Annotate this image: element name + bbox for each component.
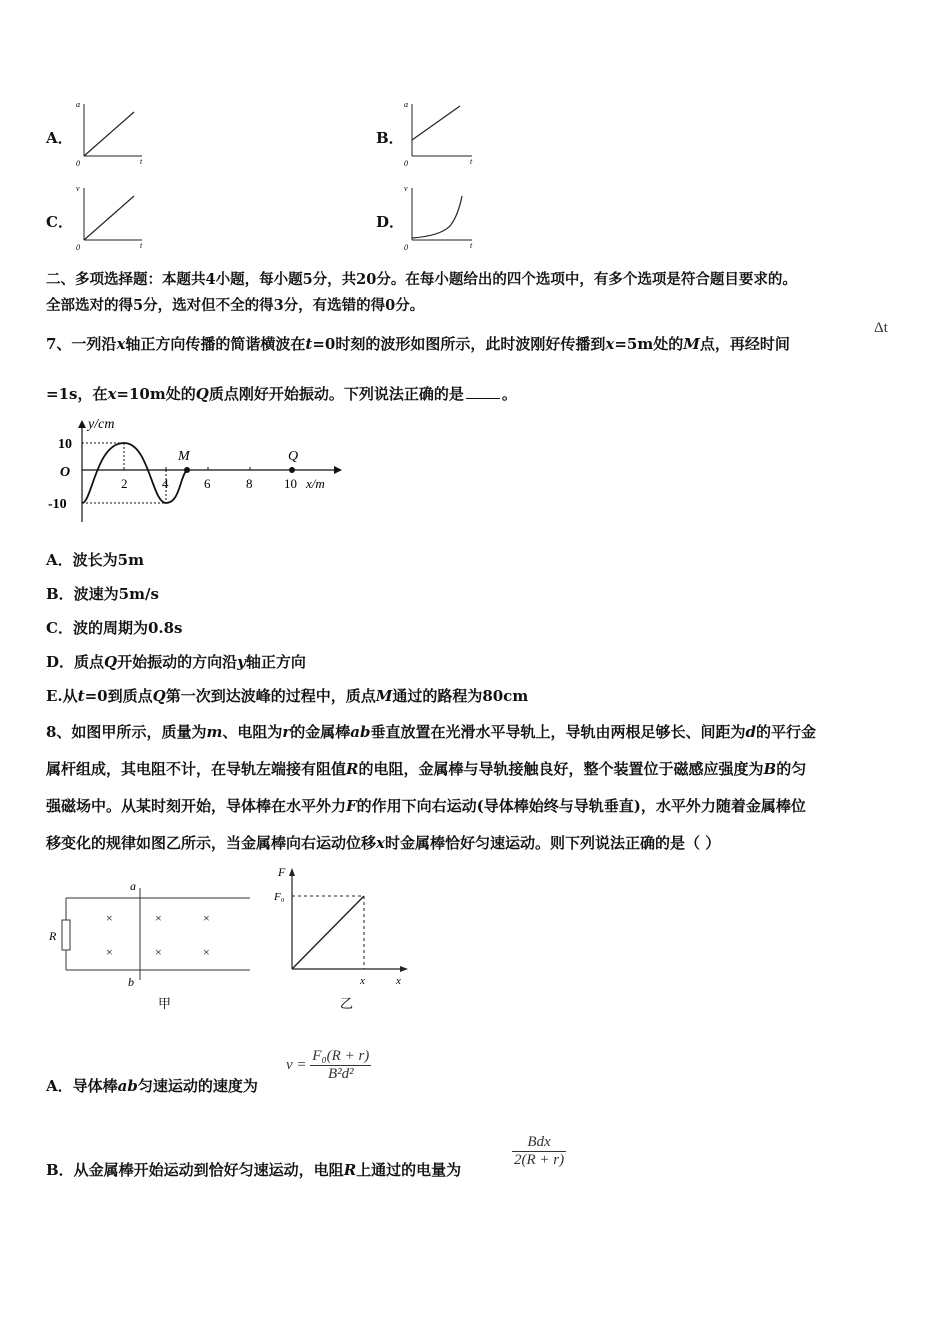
q7-wave-curve <box>82 443 187 503</box>
label-f: F <box>278 865 286 879</box>
option-b-ylabel: a <box>404 100 408 109</box>
figure-jia <box>44 876 256 1016</box>
option-d-curve <box>412 196 462 238</box>
q7-ylabel: y/cm <box>88 417 115 432</box>
q8-stem-line4: 移变化的规律如图乙所示，当金属棒向右运动位移x时金属棒恰好匀速运动。则下列说法正确的是（ ） <box>46 834 721 852</box>
option-c-graph <box>72 182 152 252</box>
q7-option-e[interactable]: E.从t=0到质点Q第一次到达波峰的过程中，质点M通过的路程为80cm <box>46 687 529 705</box>
q7-y-neg10: -10 <box>48 497 67 512</box>
q7-stem-line1: 7、一列沿x轴正方向传播的简谐横波在t=0时刻的波形如图所示，此时波刚好传播到x=5m处的M点，再经时间 <box>46 335 790 353</box>
option-c-ylabel: v <box>76 184 80 193</box>
field-cross-1: × <box>106 911 113 925</box>
option-c-label: C． <box>46 213 73 231</box>
option-d-graph <box>400 182 480 252</box>
option-b-xlabel: t <box>470 157 473 166</box>
option-a-origin: 0 <box>76 159 80 168</box>
q7-xtick-10: 10 <box>284 476 297 491</box>
point-m-dot <box>184 467 190 473</box>
q7-stem-line2: =1s，在x=10m处的Q质点刚好开始振动。下列说法正确的是 。 <box>46 385 517 403</box>
label-r: R <box>49 929 57 943</box>
q7-delta-t: Δt <box>874 320 888 336</box>
label-f0: F₀ <box>274 891 285 903</box>
option-c-xlabel: t <box>140 241 143 250</box>
option-d-origin: 0 <box>404 243 408 252</box>
option-d-label: D． <box>376 213 405 231</box>
q7-point-q: Q <box>288 449 299 464</box>
q7-option-a[interactable]: A．波长为5m <box>46 551 144 569</box>
resistor-r <box>62 920 70 950</box>
q7-xtick-6: 6 <box>204 476 211 491</box>
field-cross-2: × <box>155 911 162 925</box>
q8-stem-line2: 属杆组成，其电阻不计，在导轨左端接有阻值R的电阻，金属棒与导轨接触良好，整个装置位于磁感应强度为B的匀 <box>46 760 807 778</box>
caption-jia: 甲 <box>158 996 172 1011</box>
answer-blank <box>466 384 500 399</box>
option-a-graph <box>72 98 152 168</box>
q7-point-m: M <box>178 449 190 464</box>
option-a-ylabel: a <box>76 100 80 109</box>
q7-xunit: x/m <box>306 476 325 491</box>
option-c-line <box>84 196 134 240</box>
q7-option-d[interactable]: D．质点Q开始振动的方向沿y轴正方向 <box>46 653 306 671</box>
option-b-line <box>412 106 460 140</box>
force-line <box>292 896 364 969</box>
option-a-line <box>84 112 134 156</box>
q8-option-a[interactable]: A．导体棒ab匀速运动的速度为 <box>46 1077 258 1095</box>
q8-stem-line1: 8、如图甲所示，质量为m、电阻为r的金属棒ab垂直放置在光滑水平导轨上，导轨由两根足够长、间距为d的平行金 <box>46 723 817 741</box>
option-d-xlabel: t <box>470 241 473 250</box>
q7-option-c[interactable]: C．波的周期为0.8s <box>46 619 183 637</box>
figure-yi <box>270 862 415 1012</box>
q8-option-b-formula: $\frac{\text{Bdx}}{2(R + r)}$ <box>514 1134 565 1168</box>
point-q-dot <box>289 467 295 473</box>
q7-option-b[interactable]: B．波速为5m/s <box>46 585 159 603</box>
q8-option-b[interactable]: B．从金属棒开始运动到恰好匀速运动，电阻R上通过的电量为 <box>46 1161 462 1179</box>
label-x: x <box>360 975 365 987</box>
q7-origin: O <box>60 465 71 480</box>
option-b-origin: 0 <box>404 159 408 168</box>
option-b-graph <box>400 98 480 168</box>
q7-xtick-2: 2 <box>121 476 128 491</box>
q7-xtick-4: 4 <box>162 476 169 491</box>
section-heading-line1: 二、多项选择题：本题共4小题，每小题5分，共20分。在每小题给出的四个选项中，有多个选项是符合题目要求的。 <box>46 271 797 288</box>
option-a-label: A． <box>46 129 73 147</box>
option-c-origin: 0 <box>76 243 80 252</box>
q8-stem-line3: 强磁场中。从某时刻开始，导体棒在水平外力F的作用下向右运动(导体棒始终与导轨垂直)，水平外力随着金属棒位 <box>46 797 806 815</box>
field-cross-6: × <box>203 945 210 959</box>
field-cross-3: × <box>203 911 210 925</box>
option-a-xlabel: t <box>140 157 143 166</box>
field-cross-4: × <box>106 945 113 959</box>
field-cross-5: × <box>155 945 162 959</box>
q7-y-10: 10 <box>58 437 72 452</box>
q7-xtick-8: 8 <box>246 476 253 491</box>
option-d-ylabel: v <box>404 184 408 193</box>
section-heading-line2: 全部选对的得5分，选对但不全的得3分，有选错的得0分。 <box>46 297 425 314</box>
label-a: a <box>130 879 136 893</box>
q8-option-a-formula: v = $\frac{\text{F₀(R + r)}}{\text{B²d²}}$ <box>286 1048 370 1082</box>
option-b-label: B． <box>376 129 404 147</box>
caption-yi: 乙 <box>340 996 354 1011</box>
label-b: b <box>128 975 134 989</box>
q7-wave-graph <box>44 412 344 527</box>
label-xaxis: x <box>396 975 401 987</box>
